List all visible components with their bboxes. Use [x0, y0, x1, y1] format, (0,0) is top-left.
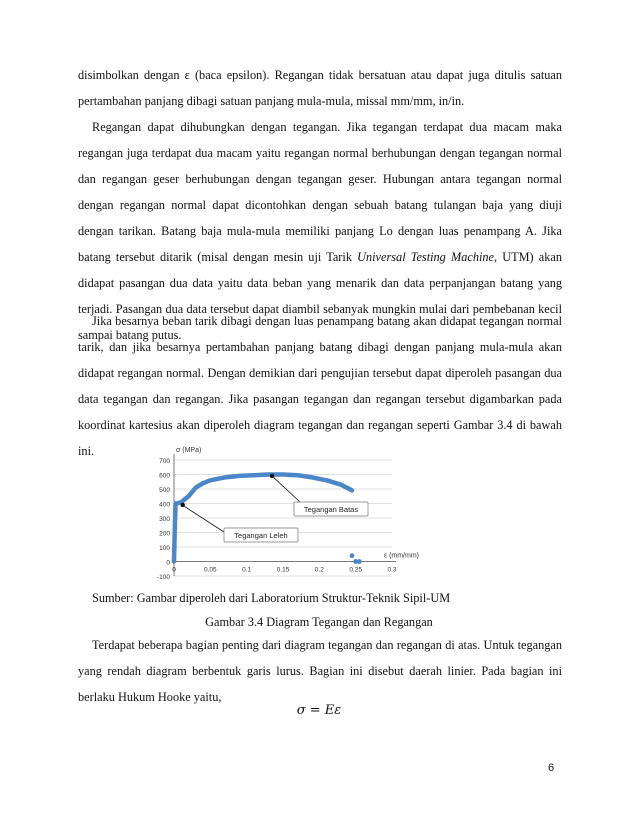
- y-tick-label: 0: [166, 559, 170, 567]
- x-tick-label: 0: [172, 566, 176, 574]
- paragraph-1-line-2: pertambahan panjang dibagi satuan panjang mula-mula, missal mm/mm, in/in.: [78, 94, 465, 108]
- paragraph-2-text-a: Regangan dapat dihubungkan dengan tegangan. Jika tegangan terdapat dua macam maka regangan juga terdapat dua macam yaitu regangan normal berhubungan dengan tegangan normal dan regangan geser berhubungan dengan tegangan geser. Hubungan antara tegangan normal dengan regangan normal dapat dicontohkan dengan sebuah batang tulangan baja yang diuji dengan tarikan. Batang baja mula-mula memiliki panjang Lo dengan luas penampang A. Jika batang tersebut ditarik (misal dengan mesin uji Tarik: [78, 120, 562, 264]
- paragraph-3: Jika besarnya beban tarik dibagi dengan luas penampang batang akan didapat tegangan normal tarik, dan jika besarnya pertambahan panjang batang dibagi dengan panjang mula-mula akan didapat regangan normal. Dengan demikian dari pengujian tersebut dapat diperoleh pasangan dua data tegangan dan regangan. Jika pasangan tegangan dan regangan tersebut digambarkan pada koordinat kartesius akan diperoleh diagram tegangan dan regangan seperti Gambar 3.4 di bawah ini.: [78, 314, 562, 458]
- data-point: [350, 553, 355, 558]
- figure-caption: Gambar 3.4 Diagram Tegangan dan Regangan: [205, 615, 433, 629]
- y-tick-label: 400: [159, 501, 170, 509]
- y-tick-label: 500: [159, 487, 170, 494]
- ultimate-callout-leader: [273, 477, 300, 502]
- hooke-law-equation: σ = Eε: [296, 703, 342, 718]
- stress-strain-chart: [146, 444, 419, 584]
- yield-callout-leader: [184, 506, 224, 532]
- y-tick-label: 200: [159, 530, 170, 538]
- y-tick-label: 700: [159, 458, 170, 465]
- paragraph-2-text-b: , UTM) akan didapat pasangan dua data yaitu data beban yang menarik dan data perpanjangan batang yang terjadi. Pasangan dua data tersebut dapat diambil sebanyak mungkin mulai dari pembebanan kecil sampai batang putus.: [78, 250, 562, 342]
- x-tick-label: 0.2: [314, 566, 324, 574]
- x-tick-label: 0.1: [242, 566, 252, 574]
- y-tick-label: -100: [156, 574, 170, 581]
- ultimate-callout-label: Tegangan Batas: [303, 505, 359, 514]
- x-tick-label: 0.05: [204, 566, 217, 574]
- page-number: 6: [548, 762, 555, 774]
- data-point: [357, 559, 362, 564]
- x-axis-label: ε (mm/mm): [384, 552, 419, 560]
- x-tick-label: 0.25: [349, 566, 362, 574]
- paragraph-4: Terdapat beberapa bagian penting dari diagram tegangan dan regangan di atas. Untuk tegangan yang rendah diagram berbentuk garis lurus. Bagian ini disebut daerah linier. Pada bagian ini berlaku Hukum Hooke yaitu,: [78, 638, 562, 704]
- y-tick-label: 300: [159, 516, 170, 523]
- figure-source: Sumber: Gambar diperoleh dari Laboratorium Struktur-Teknik Sipil-UM: [92, 591, 451, 605]
- yield-callout-label: Tegangan Leleh: [234, 531, 288, 540]
- y-axis-label: σ (MPa): [176, 447, 202, 454]
- y-tick-label: 600: [159, 472, 170, 480]
- paragraph-2-emphasis: Universal Testing Machine: [357, 250, 494, 264]
- paragraph-1: [78, 62, 562, 114]
- paragraph-1-line-1: disimbolkan dengan ε (baca epsilon). Regangan tidak bersatuan atau dapat juga ditulis satuan: [78, 68, 562, 82]
- y-tick-label: 100: [159, 545, 170, 552]
- x-tick-label: 0.15: [276, 566, 290, 574]
- x-tick-label: 0.3: [387, 566, 397, 574]
